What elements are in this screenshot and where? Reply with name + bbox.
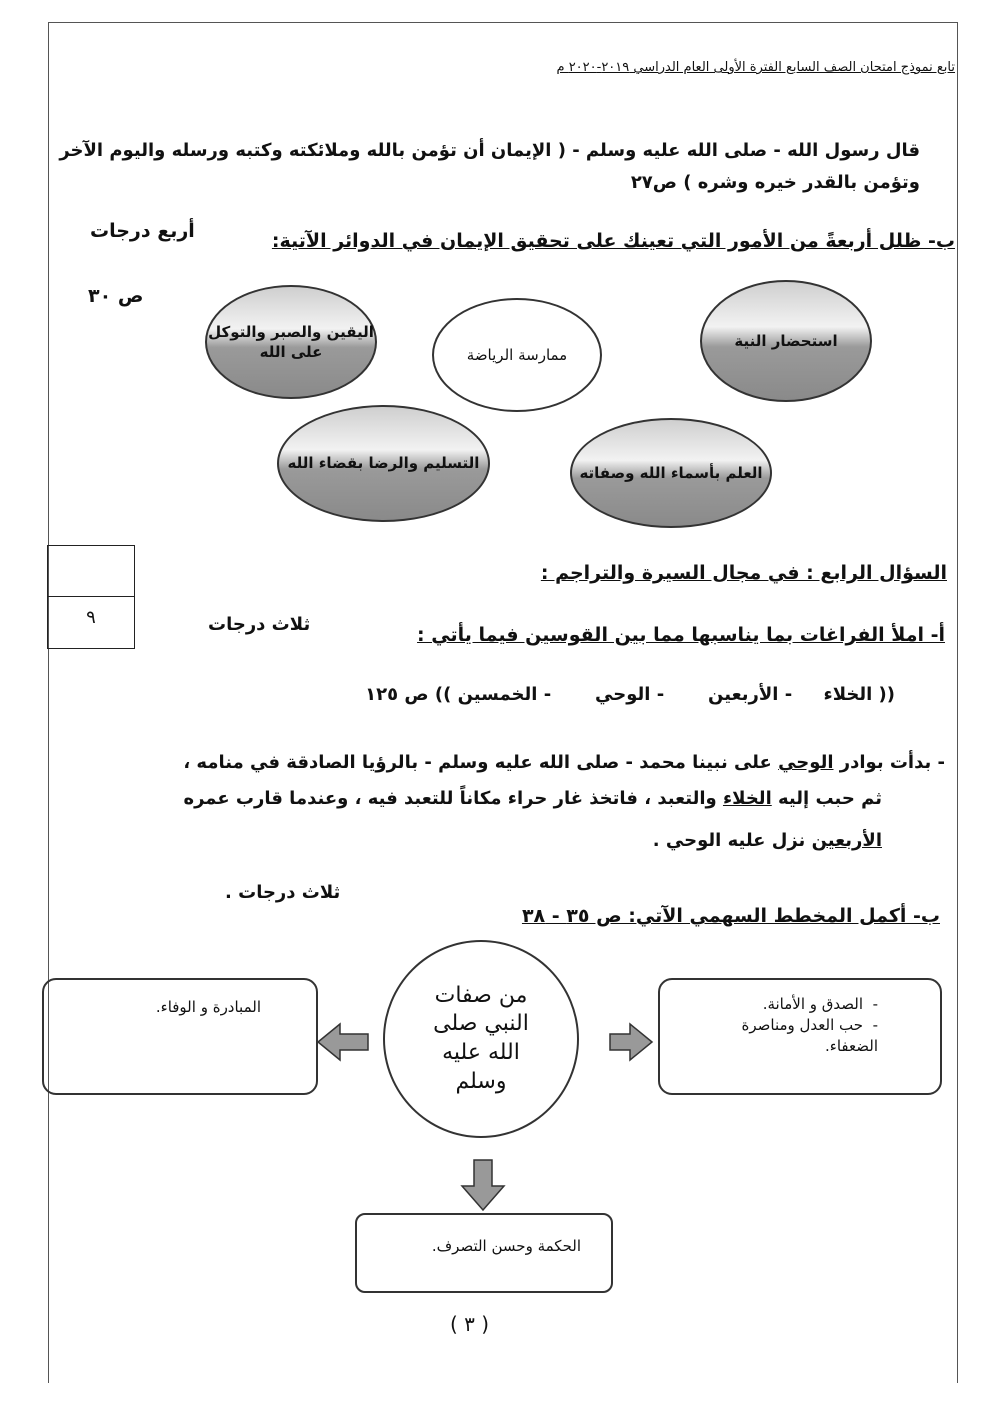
section-b-marks: أربع درجات [90,220,195,242]
text: والتعبد ، فاتخذ غار حراء مكاناً للتعبد فيه ، وعندما قارب عمره [183,788,723,809]
text: - بدأت بوادر [833,752,945,773]
answer-blank[interactable]: الأربعين [811,830,882,851]
circle-option[interactable]: ممارسة الرياضة [432,298,602,412]
arrow-right-icon [610,1024,652,1060]
right-box-item: - الصدق و الأمانة. [762,995,878,1013]
page-header: تابع نموذج امتحان الصف السابع الفترة الأولى العام الدراسي ٢٠١٩-٢٠٢٠ م [556,60,955,75]
left-box-text: المبادرة و الوفاء. [155,998,261,1016]
diagram-center-circle: من صفات النبي صلى الله عليه وسلم [383,940,579,1138]
arrow-down-icon [462,1160,504,1210]
answer-blank[interactable]: الخلاء [722,788,772,809]
right-box-item: - حب العدل ومناصرة الضعفاء. [741,1016,878,1055]
word-bank: (( الخلاء - الأربعين - الوحي - الخمسين )) ص ١٢٥ [365,684,895,705]
section-b-title: ب- ظلل أربعةً من الأمور التي تعينك على تحقيق الإيمان في الدوائر الآتية: [271,230,955,252]
page-number: ( ٣ ) [450,1312,490,1336]
section-b-page-ref: ص ٣٠ [88,285,144,307]
q4-part-b-title: ب- أكمل المخطط السهمي الآتي: ص ٣٥ - ٣٨ [521,905,940,927]
arrow-left-icon [318,1024,368,1060]
text: ثم حبب إليه [771,788,882,809]
q4-title: السؤال الرابع : في مجال السيرة والتراجم : [540,562,947,584]
q4-part-a-marks: ثلاث درجات [208,614,311,635]
circle-option[interactable]: اليقين والصبر والتوكل على الله [205,285,377,399]
q4-part-a-title: أ- املأ الفراغات بما يناسبها مما بين القوسين فيما يأتي : [417,624,945,646]
text: على نبينا محمد - صلى الله عليه وسلم - بالرؤيا الصادقة في منامه ، [183,752,779,773]
hadith-line-1: قال رسول الله - صلى الله عليه وسلم - ( الإيمان أن تؤمن بالله وملائكته وكتبه ورسله واليوم الآخر [59,140,920,161]
circle-option[interactable]: التسليم والرضا بقضاء الله [277,405,490,522]
text: نزل عليه الوحي . [652,830,812,851]
q4-part-b-marks: ثلاث درجات . [225,882,341,903]
hadith-line-2: وتؤمن بالقدر خيره وشره ) ص٢٧ [630,172,920,193]
score-box-value: ٩ [86,607,96,628]
bottom-box-text: الحكمة وحسن التصرف. [431,1237,581,1255]
circle-option[interactable]: العلم بأسماء الله وصفاته [570,418,772,528]
circle-option[interactable]: استحضار النية [700,280,872,402]
answer-blank[interactable]: الوحي [778,752,834,773]
